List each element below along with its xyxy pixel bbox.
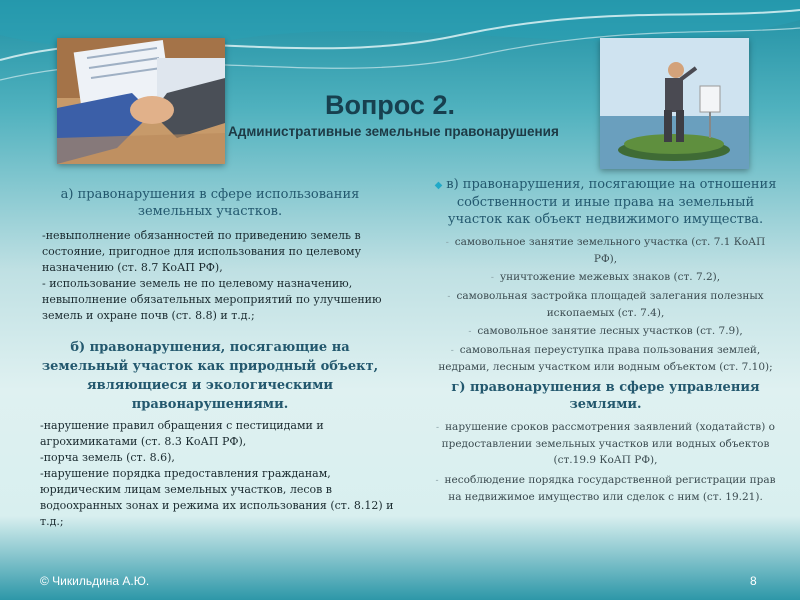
- list-item: -нарушение порядка предоставления гражданам, юридическим лицам земельных участков, лесов в водоохранных зонах и режима их использования (ст. 8.12) и т.д.;: [40, 467, 394, 528]
- section-a-list: [42, 228, 405, 324]
- dash-bullet-icon: -: [447, 292, 451, 302]
- dash-bullet-icon: -: [468, 327, 472, 337]
- list-item: - самовольная застройка площадей залегания полезных ископаемых (ст. 7.4),: [447, 290, 764, 319]
- section-g-heading: г) правонарушения в сфере управления землями.: [451, 380, 760, 412]
- island-photo: [600, 38, 749, 169]
- handshake-photo: [57, 38, 225, 164]
- dash-bullet-icon: -: [445, 238, 449, 248]
- section-b-list: [40, 418, 405, 530]
- list-item: - использование земель не по целевому назначению, невыполнение обязательных мероприятий по улучшению земель и охране почв (ст. 8.8) и т.д.;: [42, 277, 382, 322]
- list-item: - самовольное занятие земельного участка (ст. 7.1 КоАП РФ),: [445, 236, 766, 265]
- right-column: [433, 176, 778, 505]
- section-g-list: [433, 419, 778, 505]
- page-number: 8: [750, 574, 757, 588]
- list-item: - самовольная переуступка права пользования землей, недрами, лесным участком или водным объектом (ст. 7.10);: [438, 344, 773, 373]
- dash-bullet-icon: -: [490, 273, 494, 283]
- list-item: -порча земель (ст. 8.6),: [40, 451, 175, 464]
- footer-author: © Чикильдина А.Ю.: [40, 574, 150, 588]
- section-b-heading: б) правонарушения, посягающие на земельный участок как природный объект, являющиеся и экологическими правонарушениями.: [41, 340, 379, 412]
- left-column: [30, 186, 405, 530]
- section-v-heading: ◆ в) правонарушения, посягающие на отношения собственности и иные права на земельный участок как объект недвижимого имущества.: [434, 177, 777, 227]
- list-item: -нарушение правил обращения с пестицидами и агрохимикатами (ст. 8.3 КоАП РФ),: [40, 419, 324, 448]
- dash-bullet-icon: -: [436, 423, 440, 433]
- dash-bullet-icon: -: [435, 476, 439, 486]
- list-item: - самовольное занятие лесных участков (ст. 7.9),: [468, 325, 743, 337]
- list-item: - нарушение сроков рассмотрения заявлений (ходатайств) о предоставлении земельных участков или водных объектов (ст.19.9 КоАП РФ),: [436, 421, 775, 466]
- page-title: Вопрос 2.: [325, 90, 455, 120]
- dash-bullet-icon: -: [450, 346, 454, 356]
- page-subtitle: Административные земельные правонарушения: [228, 124, 559, 139]
- section-a-heading: а) правонарушения в сфере использования земельных участков.: [60, 187, 360, 219]
- diamond-bullet-icon: ◆: [434, 180, 443, 191]
- list-item: - уничтожение межевых знаков (ст. 7.2),: [490, 271, 721, 283]
- list-item: -невыполнение обязанностей по приведению земель в состояние, пригодное для использования по целевому назначению (ст. 8.7 КоАП РФ),: [42, 229, 362, 274]
- section-v-list: [433, 234, 778, 375]
- list-item: - несоблюдение порядка государственной регистрации прав на недвижимое имущество или сделок с ним (ст. 19.21).: [435, 474, 776, 503]
